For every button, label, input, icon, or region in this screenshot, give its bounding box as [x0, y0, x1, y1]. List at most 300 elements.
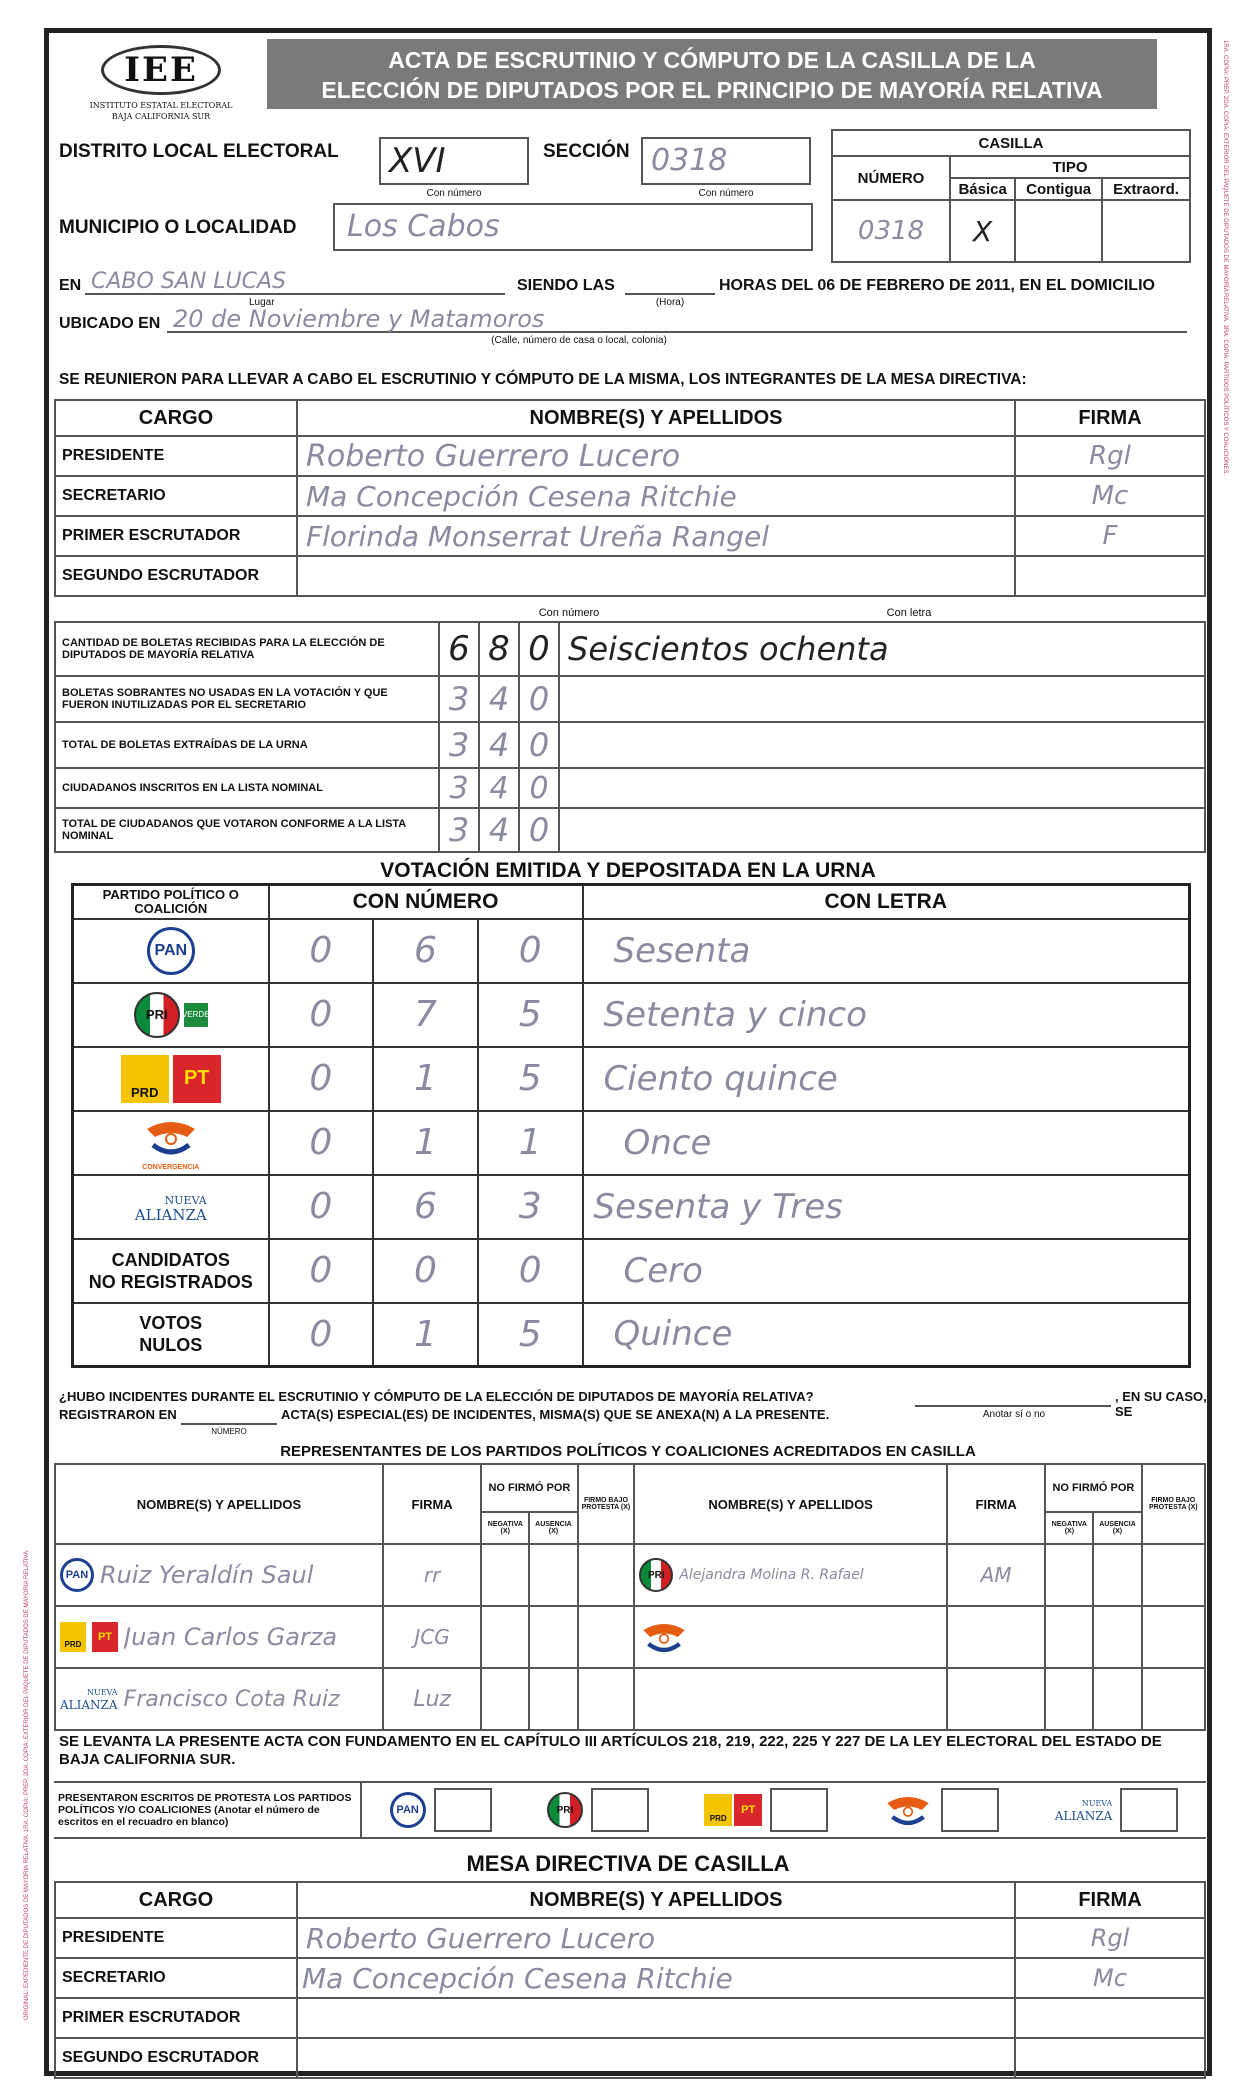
- rep-nombre-cell[interactable]: [55, 1606, 383, 1668]
- vote-digit-cell[interactable]: [373, 1047, 478, 1111]
- rep-nombre-cell[interactable]: [55, 1544, 383, 1606]
- boletas-digit-cell[interactable]: [519, 676, 559, 722]
- mesa1-firma-cell[interactable]: [1015, 516, 1205, 556]
- calle-sub: (Calle, número de casa o local, colonia): [491, 335, 667, 346]
- extraord-cell[interactable]: [1102, 200, 1190, 262]
- party-cell: [73, 1303, 269, 1367]
- mesa1-nombre-cell[interactable]: [297, 436, 1015, 476]
- vote-digit: 0: [309, 1313, 333, 1355]
- nueva-alianza-logo-icon: [1055, 1798, 1113, 1822]
- title-line-2: ELECCIÓN DE DIPUTADOS POR EL PRINCIPIO DE MAYORÍA RELATIVA: [321, 77, 1103, 103]
- representante-row: [55, 1606, 1205, 1668]
- lugar-field[interactable]: [85, 269, 505, 295]
- vote-letra-cell[interactable]: [583, 1111, 1190, 1175]
- mesa2-cargo: SECRETARIO: [55, 1958, 297, 1998]
- nueva-label: NUEVA: [164, 1193, 207, 1207]
- boletas-label: CIUDADANOS INSCRITOS EN LA LISTA NOMINAL: [55, 768, 439, 808]
- col-numero-header: CON NÚMERO: [269, 885, 583, 919]
- rep-firma: Luz: [413, 1686, 451, 1712]
- vote-letra: Ciento quince: [603, 1058, 838, 1099]
- mesa2-row: [55, 1918, 1205, 1958]
- vote-digit: 6: [414, 1186, 437, 1227]
- nueva-label: NUEVA: [86, 1688, 118, 1697]
- rep-protesta-cell[interactable]: [578, 1606, 635, 1668]
- boletas-digit: 3: [448, 811, 470, 849]
- boletas-letra: Seiscientos ochenta: [568, 630, 889, 668]
- boletas-digit-cell[interactable]: [519, 722, 559, 768]
- convergencia-logo-icon: [143, 1115, 199, 1159]
- vote-letra-cell[interactable]: [583, 1175, 1190, 1239]
- boletas-digit: 0: [528, 680, 550, 718]
- mesa2-nombre-header: NOMBRE(S) Y APELLIDOS: [297, 1882, 1015, 1918]
- basica-cell[interactable]: [950, 200, 1015, 262]
- nueva-label: NUEVA: [1081, 1799, 1113, 1808]
- party-cell: [73, 983, 269, 1047]
- alianza-label: ALIANZA: [1054, 1809, 1113, 1823]
- mesa1-nombre-cell[interactable]: [297, 556, 1015, 596]
- rep-nombre: Ruiz Yeraldín Saul: [100, 1561, 314, 1589]
- boletas-letra-cell[interactable]: [559, 768, 1205, 808]
- vote-digit-cell[interactable]: [269, 1175, 374, 1239]
- vote-letra: Sesenta: [613, 930, 751, 971]
- votacion-row: [73, 1239, 1190, 1303]
- mesa1-nombre-header: NOMBRE(S) Y APELLIDOS: [297, 400, 1015, 436]
- boletas-digit: 4: [488, 811, 510, 849]
- ubicado-label: UBICADO EN: [59, 315, 161, 332]
- votacion-row: [73, 1111, 1190, 1175]
- pri-logo-icon: PRI: [134, 992, 180, 1038]
- rep-nombre-header-left: NOMBRE(S) Y APELLIDOS: [55, 1464, 383, 1544]
- mesa2-firma-cell[interactable]: [1015, 1918, 1205, 1958]
- mesa2-firma: Rgl: [1090, 1924, 1130, 1952]
- protesta-text: PRESENTARON ESCRITOS DE PROTESTA LOS PARTIDOS POLÍTICOS Y/O COALICIONES (Anotar el número de escritos en el recuadro en blanco): [54, 1783, 362, 1837]
- seccion-field[interactable]: [641, 137, 811, 185]
- col-partido-header: PARTIDO POLÍTICO O COALICIÓN: [73, 885, 269, 919]
- reunion-text: SE REUNIERON PARA LLEVAR A CABO EL ESCRUTINIO Y CÓMPUTO DE LA MISMA, LOS INTEGRANTES DE LA MESA DIRECTIVA:: [59, 371, 1027, 388]
- nueva-alianza-logo-icon: [135, 1193, 207, 1223]
- party-cell: [73, 919, 269, 983]
- vote-digit-cell[interactable]: [373, 1111, 478, 1175]
- rep-nombre: Juan Carlos Garza: [124, 1623, 338, 1651]
- boletas-row: [55, 722, 1205, 768]
- vote-digit-cell[interactable]: [478, 1303, 583, 1367]
- rep-protesta-cell[interactable]: [1142, 1606, 1205, 1668]
- boletas-label: TOTAL DE BOLETAS EXTRAÍDAS DE LA URNA: [55, 722, 439, 768]
- rep-empty-cell[interactable]: [1142, 1668, 1205, 1730]
- vote-letra: Setenta y cinco: [603, 994, 867, 1035]
- representante-row: [55, 1544, 1205, 1606]
- votacion-table: [71, 883, 1191, 1368]
- verde-logo-icon: VERDE: [184, 1003, 208, 1027]
- mesa1-cargo: SECRETARIO: [55, 476, 297, 516]
- prd-logo-icon: PRD: [60, 1622, 86, 1652]
- numero-sub: NÚMERO: [211, 1427, 247, 1436]
- mesa2-row: [55, 1998, 1205, 2038]
- boletas-label: CANTIDAD DE BOLETAS RECIBIDAS PARA LA ELECCIÓN DE DIPUTADOS DE MAYORÍA RELATIVA: [55, 622, 439, 676]
- siendo-label: SIENDO LAS: [517, 277, 615, 294]
- rep-protesta-header-right: FIRMO BAJO PROTESTA (X): [1142, 1464, 1205, 1544]
- boletas-row: [55, 676, 1205, 722]
- rep-ausencia-header-left: AUSENCIA (X): [529, 1512, 577, 1544]
- vote-digit-cell[interactable]: [478, 919, 583, 983]
- mesa-table-1: [54, 399, 1206, 597]
- rep-nombre: Francisco Cota Ruiz: [123, 1686, 340, 1712]
- mesa1-nombre: Ma Concepción Cesena Ritchie: [306, 479, 737, 513]
- en-label: EN: [59, 277, 82, 294]
- boletas-letra-cell[interactable]: [559, 808, 1205, 852]
- rep-empty-cell[interactable]: [634, 1668, 947, 1730]
- rep-negativa-cell[interactable]: [481, 1606, 529, 1668]
- rep-negativa-cell[interactable]: [1045, 1544, 1093, 1606]
- vote-letra-cell[interactable]: [583, 983, 1190, 1047]
- boletas-digit-cell[interactable]: [439, 808, 479, 852]
- boletas-table: [54, 621, 1206, 853]
- mesa1-nombre-cell[interactable]: [297, 516, 1015, 556]
- protesta-count-pri[interactable]: [591, 1788, 649, 1832]
- municipio-label: MUNICIPIO O LOCALIDAD: [59, 217, 297, 238]
- vote-digit-cell[interactable]: [373, 919, 478, 983]
- mesa2-nombre-cell[interactable]: [297, 1998, 1015, 2038]
- vote-digit-cell[interactable]: [478, 1239, 583, 1303]
- rep-ausencia-cell[interactable]: [1093, 1606, 1141, 1668]
- rep-empty-cell[interactable]: [1093, 1668, 1141, 1730]
- boletas-letra-cell[interactable]: [559, 622, 1205, 676]
- mesa2-cargo: PRESIDENTE: [55, 1918, 297, 1958]
- pt-logo-icon: PT: [173, 1055, 221, 1103]
- rep-empty-cell[interactable]: [947, 1668, 1045, 1730]
- rep-protesta-cell[interactable]: [578, 1544, 635, 1606]
- hora-field[interactable]: [625, 273, 715, 295]
- basica-mark: X: [973, 214, 993, 248]
- party-cell: [73, 1175, 269, 1239]
- vote-digit-cell[interactable]: [269, 1047, 374, 1111]
- boletas-digit-cell[interactable]: [479, 676, 519, 722]
- mesa1-firma: Mc: [1091, 481, 1129, 511]
- vote-digit-cell[interactable]: [269, 1303, 374, 1367]
- boletas-digit: 6: [448, 629, 470, 669]
- rep-firma-header-right: FIRMA: [947, 1464, 1045, 1544]
- votacion-row: [73, 1303, 1190, 1367]
- boletas-digit: 4: [488, 726, 510, 764]
- vote-digit-cell[interactable]: [373, 1303, 478, 1367]
- rep-firma-cell[interactable]: [947, 1544, 1045, 1606]
- numero-value: 0318: [857, 216, 925, 246]
- mesa1-nombre-cell[interactable]: [297, 476, 1015, 516]
- vote-digit: 5: [518, 1058, 542, 1099]
- vote-digit: 3: [518, 1186, 542, 1227]
- boletas-digit: 3: [448, 680, 470, 718]
- boletas-digit-cell[interactable]: [519, 622, 559, 676]
- protesta-item: [1055, 1788, 1179, 1832]
- tipo-label: TIPO: [950, 156, 1190, 178]
- mesa1-firma: F: [1102, 521, 1118, 551]
- mesa1-nombre: Roberto Guerrero Lucero: [306, 438, 681, 474]
- incidentes-line1-end: , EN SU CASO, SE: [1115, 1389, 1207, 1419]
- vote-digit: 0: [309, 1250, 333, 1291]
- mesa1-nombre: Florinda Monserrat Ureña Rangel: [306, 519, 769, 553]
- convergencia-logo-icon: [639, 1618, 689, 1656]
- party-cell: [73, 1111, 269, 1175]
- rep-nombre-cell[interactable]: [55, 1668, 383, 1730]
- vote-digit-cell[interactable]: [478, 1047, 583, 1111]
- pan-logo-icon: PAN: [390, 1792, 426, 1828]
- boletas-digit: 0: [528, 726, 550, 764]
- mesa2-cargo: SEGUNDO ESCRUTADOR: [55, 2038, 297, 2078]
- mesa2-nombre-cell[interactable]: [297, 1958, 1015, 1998]
- protesta-row: [54, 1781, 1206, 1839]
- votos-label-1: VOTOS: [139, 1313, 203, 1334]
- mesa2-cargo: PRIMER ESCRUTADOR: [55, 1998, 297, 2038]
- vote-letra-cell[interactable]: [583, 1047, 1190, 1111]
- rep-ausencia-cell[interactable]: [1093, 1544, 1141, 1606]
- side-legend-right: 1RA. COPIA: PREP. 2DA. COPIA: EXTERIOR DEL PAQUETE DE DIPUTADOS DE MAYORÍA RELATIVA. 3RA. COPIA: PARTIDOS POLÍTICOS Y COALICIONES.: [1222, 40, 1228, 476]
- vote-letra-cell[interactable]: [583, 1239, 1190, 1303]
- boletas-digit-cell[interactable]: [479, 622, 519, 676]
- vote-digit-cell[interactable]: [269, 1239, 374, 1303]
- pan-logo-icon: PAN: [147, 927, 195, 975]
- vote-digit: 0: [518, 1250, 542, 1291]
- protesta-count-nueva-alianza[interactable]: [1120, 1788, 1178, 1832]
- rep-protesta-cell[interactable]: [578, 1668, 635, 1730]
- title-banner: [267, 39, 1157, 109]
- vote-digit: 0: [309, 930, 333, 971]
- rep-nombre: Alejandra Molina R. Rafael: [679, 1567, 864, 1583]
- vote-digit: 1: [518, 1122, 542, 1163]
- convergencia-logo-icon: [883, 1791, 933, 1829]
- vote-digit-cell[interactable]: [269, 1111, 374, 1175]
- boletas-digit-cell[interactable]: [439, 768, 479, 808]
- representantes-title: REPRESENTANTES DE LOS PARTIDOS POLÍTICOS Y COALICIONES ACREDITADOS EN CASILLA: [280, 1443, 976, 1460]
- convergencia-label: CONVERGENCIA: [142, 1163, 200, 1171]
- mesa2-nombre-cell[interactable]: [297, 1918, 1015, 1958]
- votacion-row: [73, 919, 1190, 983]
- vote-letra: Once: [623, 1122, 712, 1163]
- vote-digit: 7: [414, 994, 437, 1035]
- candidatos-label-2: NO REGISTRADOS: [88, 1271, 253, 1292]
- rep-nombre-cell[interactable]: [634, 1606, 947, 1668]
- vote-digit: 0: [309, 1122, 333, 1163]
- boletas-digit: 0: [528, 811, 550, 849]
- municipio-field[interactable]: [333, 203, 813, 251]
- vote-digit: 0: [309, 1058, 333, 1099]
- mesa-table-2: [54, 1881, 1206, 2079]
- fundamento-text: SE LEVANTA LA PRESENTE ACTA CON FUNDAMENTO EN EL CAPÍTULO III ARTÍCULOS 218, 219, 222, 225 Y 227 DE LA LEY ELECTORAL DEL ESTADO DE BAJA CALIFORNIA SUR.: [59, 1733, 1162, 1768]
- vote-digit: 0: [309, 1186, 333, 1227]
- casilla-title: CASILLA: [832, 130, 1190, 156]
- rep-firma: rr: [423, 1563, 441, 1587]
- mesa1-cargo: SEGUNDO ESCRUTADOR: [55, 556, 297, 596]
- seccion-sub: Con número: [698, 188, 754, 199]
- rep-firma: JCG: [414, 1625, 450, 1649]
- incidentes-line2-b: ACTA(S) ESPECIAL(ES) DE INCIDENTES, MISMA(S) QUE SE ANEXA(N) A LA PRESENTE.: [281, 1407, 830, 1422]
- vote-letra: Sesenta y Tres: [593, 1186, 843, 1227]
- votos-label-2: NULOS: [139, 1335, 203, 1356]
- lugar-sub: Lugar: [249, 297, 275, 308]
- casilla-table: [831, 129, 1191, 263]
- mesa2-nombre-cell[interactable]: [297, 2038, 1015, 2078]
- boletas-digit-cell[interactable]: [439, 676, 479, 722]
- vote-digit-cell[interactable]: [373, 983, 478, 1047]
- vote-letra-cell[interactable]: [583, 1303, 1190, 1367]
- vote-digit-cell[interactable]: [478, 1175, 583, 1239]
- numero-label: NÚMERO: [832, 156, 950, 200]
- ubicado-value: 20 de Noviembre y Matamoros: [173, 305, 545, 333]
- boletas-label: TOTAL DE CIUDADANOS QUE VOTARON CONFORME A LA LISTA NOMINAL: [55, 808, 439, 852]
- rep-firma: AM: [980, 1563, 1012, 1587]
- rep-negativa-header-left: NEGATIVA (X): [481, 1512, 529, 1544]
- rep-firma-cell[interactable]: [383, 1544, 481, 1606]
- rep-negativa-cell[interactable]: [481, 1668, 529, 1730]
- vote-digit: 1: [414, 1058, 437, 1099]
- col-letra-header: CON LETRA: [583, 885, 1190, 919]
- incidentes-numero-field[interactable]: [181, 1411, 277, 1425]
- boletas-letra-cell[interactable]: [559, 722, 1205, 768]
- rep-firma-cell[interactable]: [947, 1606, 1045, 1668]
- rep-ausencia-cell[interactable]: [529, 1606, 577, 1668]
- anotar-sub: Anotar sí o no: [982, 1409, 1046, 1420]
- ubicado-field[interactable]: [167, 305, 1187, 333]
- hora-sub: (Hora): [655, 297, 685, 308]
- nueva-alianza-logo-icon: [60, 1687, 118, 1711]
- vote-digit-cell[interactable]: [478, 983, 583, 1047]
- lugar-value: CABO SAN LUCAS: [91, 269, 287, 294]
- vote-digit: 0: [518, 930, 542, 971]
- vote-letra-cell[interactable]: [583, 919, 1190, 983]
- logo-text: IEE: [124, 50, 198, 90]
- boletas-digit-cell[interactable]: [519, 808, 559, 852]
- boletas-digit-cell[interactable]: [439, 722, 479, 768]
- votacion-title: VOTACIÓN EMITIDA Y DEPOSITADA EN LA URNA: [380, 859, 876, 882]
- seccion-value: 0318: [651, 143, 728, 178]
- rep-nombre-cell[interactable]: [634, 1544, 947, 1606]
- rep-negativa-cell[interactable]: [1045, 1606, 1093, 1668]
- vote-digit-cell[interactable]: [373, 1175, 478, 1239]
- boletas-letra-cell[interactable]: [559, 676, 1205, 722]
- boletas-row: [55, 808, 1205, 852]
- vote-digit: 1: [414, 1313, 437, 1355]
- mesa1-cargo-header: CARGO: [55, 400, 297, 436]
- mesa2-row: [55, 1958, 1205, 1998]
- protesta-item: [704, 1788, 828, 1832]
- alianza-label: ALIANZA: [134, 1205, 207, 1224]
- vote-digit-cell[interactable]: [373, 1239, 478, 1303]
- boletas-label: BOLETAS SOBRANTES NO USADAS EN LA VOTACIÓN Y QUE FUERON INUTILIZADAS POR EL SECRETARIO: [55, 676, 439, 722]
- rep-ausencia-cell[interactable]: [529, 1668, 577, 1730]
- mesa2-cargo-header: CARGO: [55, 1882, 297, 1918]
- boletas-digit-cell[interactable]: [479, 808, 519, 852]
- pt-logo-icon: PT: [92, 1622, 118, 1652]
- boletas-digit: 0: [528, 629, 550, 669]
- mesa1-row: [55, 556, 1205, 596]
- mesa1-row: [55, 516, 1205, 556]
- acta-sheet: [44, 28, 1212, 2076]
- mesa2-firma-cell[interactable]: [1015, 1958, 1205, 1998]
- contigua-cell[interactable]: [1015, 200, 1102, 262]
- boletas-digit-cell[interactable]: [479, 722, 519, 768]
- rep-ausencia-header-right: AUSENCIA (X): [1093, 1512, 1141, 1544]
- boletas-digit: 4: [489, 770, 509, 806]
- con-numero-header: Con número: [538, 607, 600, 619]
- representantes-table: [54, 1463, 1206, 1731]
- protesta-item: [547, 1788, 649, 1832]
- boletas-digit-cell[interactable]: [439, 622, 479, 676]
- protesta-count-convergencia[interactable]: [941, 1788, 999, 1832]
- vote-digit-cell[interactable]: [269, 919, 374, 983]
- boletas-digit: 8: [488, 629, 510, 669]
- mesa1-firma-cell[interactable]: [1015, 556, 1205, 596]
- municipio-value: Los Cabos: [347, 209, 500, 244]
- prd-logo-icon: PRD: [704, 1794, 732, 1826]
- candidatos-label-1: CANDIDATOS: [111, 1249, 230, 1270]
- extraord-label: Extraord.: [1102, 178, 1190, 200]
- rep-protesta-cell[interactable]: [1142, 1544, 1205, 1606]
- side-legend-left: ORIGINAL: EXPEDIENTE DE DIPUTADOS DE MAYORÍA RELATIVA. 1RA. COPIA: PREP. 2DA. COPIA: EXTERIOR DEL PAQUETE DE DIPUTADOS DE MAYORÍA RELATIVA.: [24, 1549, 30, 2020]
- distrito-label: DISTRITO LOCAL ELECTORAL: [59, 141, 339, 162]
- pan-logo-icon: PAN: [60, 1558, 94, 1592]
- boletas-digit-cell[interactable]: [479, 768, 519, 808]
- protesta-count-pan[interactable]: [434, 1788, 492, 1832]
- votacion-row: [73, 1047, 1190, 1111]
- protesta-item: [390, 1788, 492, 1832]
- mesa2-firma-cell[interactable]: [1015, 2038, 1205, 2078]
- mesa1-firma-cell[interactable]: [1015, 436, 1205, 476]
- votacion-row: [73, 983, 1190, 1047]
- rep-firma-header-left: FIRMA: [383, 1464, 481, 1544]
- boletas-row: [55, 622, 1205, 676]
- logo-subtitle-1: INSTITUTO ESTATAL ELECTORAL: [89, 101, 233, 110]
- iee-logo: [61, 39, 261, 131]
- numero-cell[interactable]: [832, 200, 950, 262]
- mesa1-row: [55, 476, 1205, 516]
- mesa2-nombre: Ma Concepción Cesena Ritchie: [302, 1961, 733, 1995]
- rep-firma-cell[interactable]: [383, 1668, 481, 1730]
- pt-logo-icon: PT: [734, 1794, 762, 1826]
- rep-negativa-cell[interactable]: [481, 1544, 529, 1606]
- horas-text: HORAS DEL 06 DE FEBRERO DE 2011, EN EL DOMICILIO: [719, 277, 1155, 294]
- title-line-1: ACTA DE ESCRUTINIO Y CÓMPUTO DE LA CASILLA DE LA: [388, 47, 1036, 73]
- rep-firma-cell[interactable]: [383, 1606, 481, 1668]
- rep-protesta-header-left: FIRMO BAJO PROTESTA (X): [578, 1464, 635, 1544]
- vote-digit: 0: [309, 994, 333, 1035]
- alianza-label: ALIANZA: [60, 1698, 118, 1712]
- party-cell: [73, 1047, 269, 1111]
- rep-nombre-header-right: NOMBRE(S) Y APELLIDOS: [634, 1464, 947, 1544]
- mesa2-firma-header: FIRMA: [1015, 1882, 1205, 1918]
- seccion-label: SECCIÓN: [543, 141, 630, 162]
- mesa1-firma-cell[interactable]: [1015, 476, 1205, 516]
- mesa2-firma-cell[interactable]: [1015, 1998, 1205, 2038]
- rep-empty-cell[interactable]: [1045, 1668, 1093, 1730]
- vote-digit-cell[interactable]: [269, 983, 374, 1047]
- boletas-digit-cell[interactable]: [519, 768, 559, 808]
- vote-digit-cell[interactable]: [478, 1111, 583, 1175]
- rep-ausencia-cell[interactable]: [529, 1544, 577, 1606]
- boletas-digit: 4: [488, 680, 510, 718]
- vote-digit: 1: [414, 1122, 437, 1163]
- protesta-count-prd-pt[interactable]: [770, 1788, 828, 1832]
- boletas-digit: 3: [449, 770, 469, 806]
- vote-digit: 0: [414, 1250, 437, 1291]
- contigua-label: Contigua: [1015, 178, 1102, 200]
- distrito-field[interactable]: [379, 137, 529, 185]
- mesa1-cargo: PRESIDENTE: [55, 436, 297, 476]
- incidentes-answer-field[interactable]: [915, 1393, 1111, 1407]
- logo-subtitle-2: BAJA CALIFORNIA SUR: [111, 112, 211, 121]
- rep-nofirmo-header-right: NO FIRMÓ POR: [1045, 1464, 1141, 1512]
- vote-letra: Quince: [613, 1314, 733, 1355]
- mesa1-cargo: PRIMER ESCRUTADOR: [55, 516, 297, 556]
- pri-logo-icon: PRI: [639, 1558, 673, 1592]
